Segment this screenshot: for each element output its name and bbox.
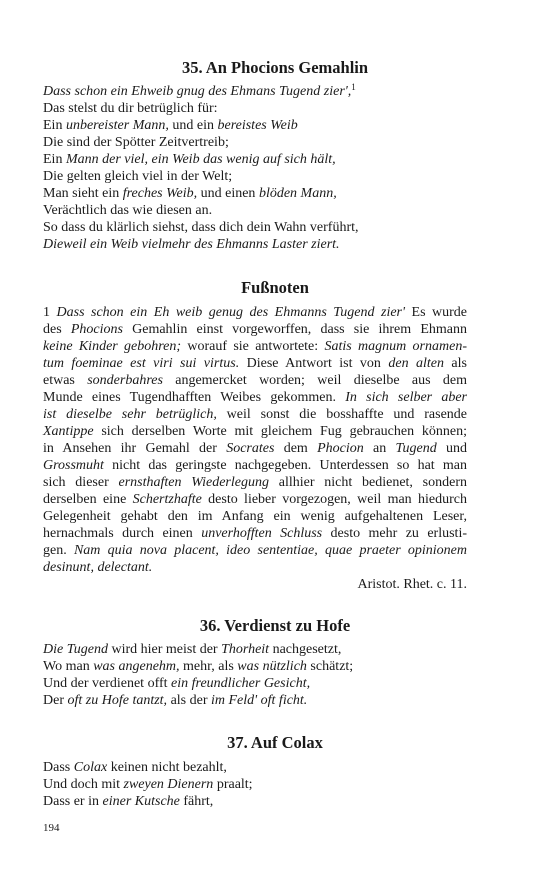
- text-run: und ein: [168, 118, 218, 133]
- text-run: Gemahlin einst vorgeworffen, dass sie ihrem Ehmann: [122, 322, 467, 337]
- text-run: mehr, als: [179, 659, 238, 674]
- italic-text: Dass schon ein Ehweib gnug des Ehmans Tugend zier',: [43, 84, 352, 99]
- poem-35-title: 35. An Phocions Gemahlin: [181, 58, 369, 77]
- italic-text: Mann der viel, ein Weib das wenig auf sich hält,: [65, 152, 336, 167]
- poem-36-line: [43, 641, 341, 658]
- text-run: nicht das geringste nachgegeben. Unterdessen so hat man: [103, 458, 467, 473]
- italic-text: ist dieselbe sehr betrüglich,: [43, 407, 217, 422]
- poem-37-line: [43, 793, 213, 810]
- footnote-marker: 1: [351, 82, 356, 92]
- italic-text: sonderbahres: [87, 373, 163, 388]
- poem-35-line: [43, 151, 336, 168]
- text-run: an: [363, 441, 396, 456]
- poem-35-line: [43, 236, 340, 253]
- italic-text: was angenehm,: [93, 659, 180, 674]
- italic-text: zweyen Dienern: [123, 777, 214, 792]
- text-run: fährt,: [179, 794, 214, 809]
- italic-text: oft zu Hofe tantzt,: [67, 693, 168, 708]
- footnotes-heading: Fußnoten: [241, 278, 309, 297]
- text-run: Der: [43, 693, 68, 708]
- italic-text: freches Weib,: [122, 186, 198, 201]
- italic-text: einer Kutsche: [102, 794, 180, 809]
- text-run: desto lieber vorgezogen, weil man hiedurch: [201, 492, 467, 507]
- poem-35-line: [43, 100, 218, 117]
- footnote-line: [43, 559, 467, 576]
- text-run: dem: [274, 441, 318, 456]
- text-run: schätzt;: [306, 659, 354, 674]
- text-run: Und doch mit: [43, 777, 124, 792]
- footnote-line: [43, 389, 467, 406]
- poem-37-line: [43, 759, 227, 776]
- text-run: derselben eine: [43, 492, 133, 507]
- italic-text: Grossmuht: [43, 458, 104, 473]
- text-run: Munde eines Tugendhafften Weibes gekommen.: [43, 390, 346, 405]
- text-run: hernachmals durch einen: [43, 526, 202, 541]
- italic-text: Tugend: [395, 441, 437, 456]
- text-run: als der: [167, 693, 211, 708]
- text-run: in Ansehen ihr Gemahl der: [43, 441, 227, 456]
- text-run: sich derselben Worte mit gleichem Fug gebrauchen können;: [93, 424, 467, 439]
- footnote-line: [43, 338, 467, 355]
- footnote-line: [43, 321, 467, 338]
- footnote-line: [43, 508, 467, 525]
- footnote-line: [43, 372, 467, 389]
- text-run: nachgesetzt,: [269, 642, 342, 657]
- footnote-line: [43, 440, 467, 457]
- text-run: Es wurde: [405, 305, 468, 320]
- page-number: 194: [43, 822, 60, 834]
- text-run: als: [444, 356, 467, 371]
- italic-text: Phocions: [70, 322, 123, 337]
- italic-text: Dass schon ein Eh weib genug des Ehmanns Tugend zier': [56, 305, 406, 320]
- italic-text: ein freundlicher Gesicht,: [171, 676, 311, 691]
- italic-text: desinunt, delectant.: [43, 560, 153, 575]
- footnote-line: [43, 423, 467, 440]
- italic-text: Satis magnum ornamen-: [324, 339, 467, 354]
- italic-text: Nam quia nova placent, ideo sententiae, quae praeter opinionem: [73, 543, 467, 558]
- poem-35-line: [43, 202, 212, 219]
- italic-text: unbereister Mann,: [65, 118, 169, 133]
- italic-text: keine Kinder gebohren;: [43, 339, 182, 354]
- poem-35-line: [43, 134, 229, 151]
- poem-36-title: 36. Verdienst zu Hofe: [199, 616, 351, 635]
- text-run: desto mehr zu erlusti-: [322, 526, 467, 541]
- text-run: Ein: [43, 118, 66, 133]
- text-run: weil sonst die bosshaffte und rasende: [216, 407, 467, 422]
- text-run: angemercket worden; weil dieselbe aus dem: [162, 373, 467, 388]
- italic-text: bereistes Weib: [217, 118, 298, 133]
- italic-text: den alten: [388, 356, 444, 371]
- text-run: Die sind der Spötter Zeitvertreib;: [43, 135, 229, 150]
- italic-text: Phocion: [317, 441, 364, 456]
- poem-36-line: [43, 658, 353, 675]
- text-run: So dass du klärlich siehst, dass dich dein Wahn verführt,: [43, 220, 359, 235]
- italic-text: tum foeminae est viri sui virtus.: [43, 356, 240, 371]
- footnote-line: [43, 355, 467, 372]
- text-run: und einen: [197, 186, 259, 201]
- italic-text: Schertzhafte: [132, 492, 202, 507]
- footnote-line: [43, 406, 467, 423]
- text-run: Dass: [43, 760, 74, 775]
- text-run: Die gelten gleich viel in der Welt;: [43, 169, 233, 184]
- italic-text: Dieweil ein Weib vielmehr des Ehmanns Laster ziert.: [43, 237, 340, 252]
- text-run: Gelegenheit gehabt den im Anfang ein wenig aufgehaltenen Leser,: [43, 509, 467, 524]
- text-run: etwas: [43, 373, 88, 388]
- poem-35-line: [43, 83, 356, 100]
- footnote-source: Aristot. Rhet. c. 11.: [357, 577, 467, 592]
- text-run: wird hier meist der: [107, 642, 222, 657]
- text-run: Wo man: [43, 659, 94, 674]
- footnote-line: [43, 474, 467, 491]
- italic-text: In sich selber aber: [345, 390, 467, 405]
- italic-text: Socrates: [226, 441, 275, 456]
- poem-36-line: [43, 675, 310, 692]
- footnote-line: [43, 525, 467, 542]
- italic-text: was nützlich: [237, 659, 307, 674]
- text-run: Man sieht ein: [43, 186, 123, 201]
- italic-text: Colax: [73, 760, 108, 775]
- poem-37-line: [43, 776, 253, 793]
- text-run: Dass er in: [43, 794, 103, 809]
- footnote-line: [43, 491, 467, 508]
- footnote-line: [43, 304, 467, 321]
- text-run: sich dieser: [43, 475, 119, 490]
- footnote-line: [43, 457, 467, 474]
- poem-35-line: [43, 117, 298, 134]
- text-run: keinen nicht bezahlt,: [107, 760, 227, 775]
- italic-text: ernsthaften Wiederlegung: [118, 475, 269, 490]
- text-run: praalt;: [213, 777, 253, 792]
- poem-36-line: [43, 692, 307, 709]
- italic-text: Thorheit: [221, 642, 270, 657]
- italic-text: Die Tugend: [43, 642, 108, 657]
- italic-text: Xantippe: [43, 424, 94, 439]
- text-run: gen.: [43, 543, 74, 558]
- text-run: Verächtlich das wie diesen an.: [43, 203, 213, 218]
- text-run: Ein: [43, 152, 66, 167]
- italic-text: blöden Mann,: [258, 186, 337, 201]
- italic-text: im Feld' oft ficht.: [211, 693, 308, 708]
- poem-35-line: [43, 219, 359, 236]
- text-run: und: [436, 441, 468, 456]
- footnote-line: [43, 542, 467, 559]
- poem-35-line: [43, 168, 232, 185]
- text-run: 1: [43, 305, 57, 320]
- italic-text: unverhofften Schluss: [201, 526, 323, 541]
- poem-37-title: 37. Auf Colax: [227, 733, 323, 752]
- text-run: Diese Antwort ist von: [239, 356, 389, 371]
- text-run: worauf sie antwortete:: [181, 339, 325, 354]
- text-run: Das stelst du dir betrüglich für:: [43, 101, 218, 116]
- text-run: des: [43, 322, 71, 337]
- text-run: allhier nicht bedienet, sondern: [269, 475, 467, 490]
- text-run: Und der verdienet offt: [43, 676, 172, 691]
- poem-35-line: [43, 185, 337, 202]
